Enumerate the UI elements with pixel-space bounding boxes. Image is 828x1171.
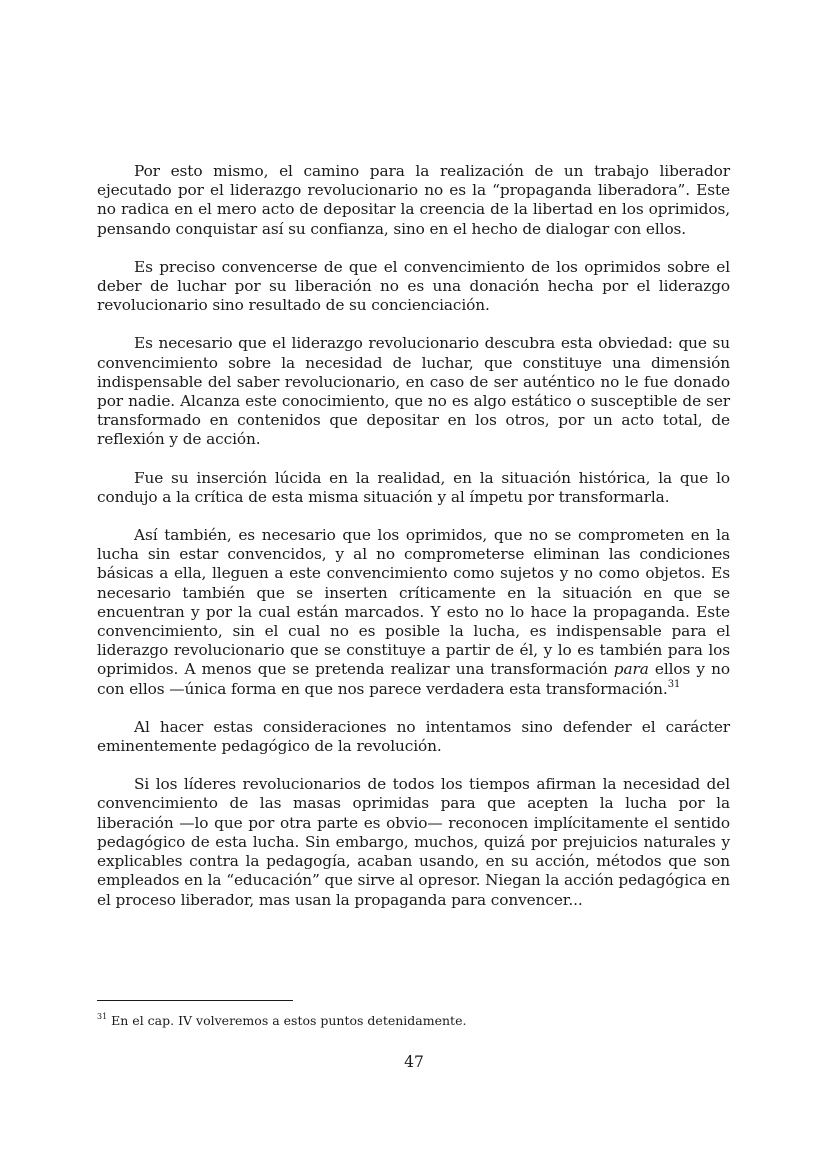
main-text	[97, 162, 730, 929]
emphasis: para	[613, 660, 649, 679]
page-number: 47	[404, 1053, 424, 1071]
paragraph-text: Así también, es necesario que los oprimidos, que no se comprometen en la lucha sin estar convencidos, y al no comprometerse eliminan las condiciones básicas a ella, lleguen a este convencimiento como sujetos y no como objetos. Es necesario también que se inserten críticamente en la situación en que se encuentran y por la cual están marcados. Y esto no lo hace la propaganda. Este convencimiento, sin el cual no es posible la lucha, es indispensable para el liderazgo revolucionario que se constituye a partir de él, y lo es también para los oprimidos. A menos que se pretenda realizar una transformación	[97, 526, 730, 679]
paragraph: Si los líderes revolucionarios de todos los tiempos afirman la necesidad del convencimiento de las masas oprimidas para que acepten la lucha por la liberación —lo que por otra parte es obvio— reconocen implícitamente el sentido pedagógico de esta lucha. Sin embargo, muchos, quizá por prejuicios naturales y explicables contra la pedagogía, acaban usando, en su acción, métodos que son empleados en la “educación” que sirve al opresor. Niegan la acción pedagógica en el proceso liberador, mas usan la propaganda para convencer...	[97, 775, 730, 909]
paragraph-text: ellos y no con ellos —única forma en que nos parece verdadera esta transformación.	[97, 660, 730, 698]
paragraph: Por esto mismo, el camino para la realización de un trabajo liberador ejecutado por el liderazgo revolucionario no es la “propaganda liberadora”. Este no radica en el mero acto de depositar la creencia de la libertad en los oprimidos, pensando conquistar así su confianza, sino en el hecho de dialogar con ellos.	[97, 162, 730, 238]
footnote-number: 31	[97, 1012, 108, 1021]
paragraph: Es preciso convencerse de que el convencimiento de los oprimidos sobre el deber de luchar por su liberación no es una donación hecha por el liderazgo revolucionario sino resultado de su concienciación.	[97, 257, 730, 315]
footnote	[97, 1010, 466, 1029]
footnote-separator	[97, 1000, 293, 1001]
paragraph: Es necesario que el liderazgo revolucionario descubra esta obviedad: que su convencimiento sobre la necesidad de luchar, que constituye una dimensión indispensable del saber revolucionario, en caso de ser auténtico no le fue donado por nadie. Alcanza este conocimiento, que no es algo estático o susceptible de ser transformado en contenidos que depositar en los otros, por un acto total, de reflexión y de acción.	[97, 334, 730, 449]
footnote-reference[interactable]: 31	[667, 678, 681, 690]
footnote-text: En el cap. IV volveremos a estos puntos detenidamente.	[107, 1013, 467, 1029]
paragraph: Al hacer estas consideraciones no intentamos sino defender el carácter eminentemente pedagógico de la revolución.	[97, 717, 730, 756]
paragraph	[97, 526, 730, 699]
paragraph: Fue su inserción lúcida en la realidad, en la situación histórica, la que lo condujo a la crítica de esta misma situación y al ímpetu por transformarla.	[97, 468, 730, 506]
